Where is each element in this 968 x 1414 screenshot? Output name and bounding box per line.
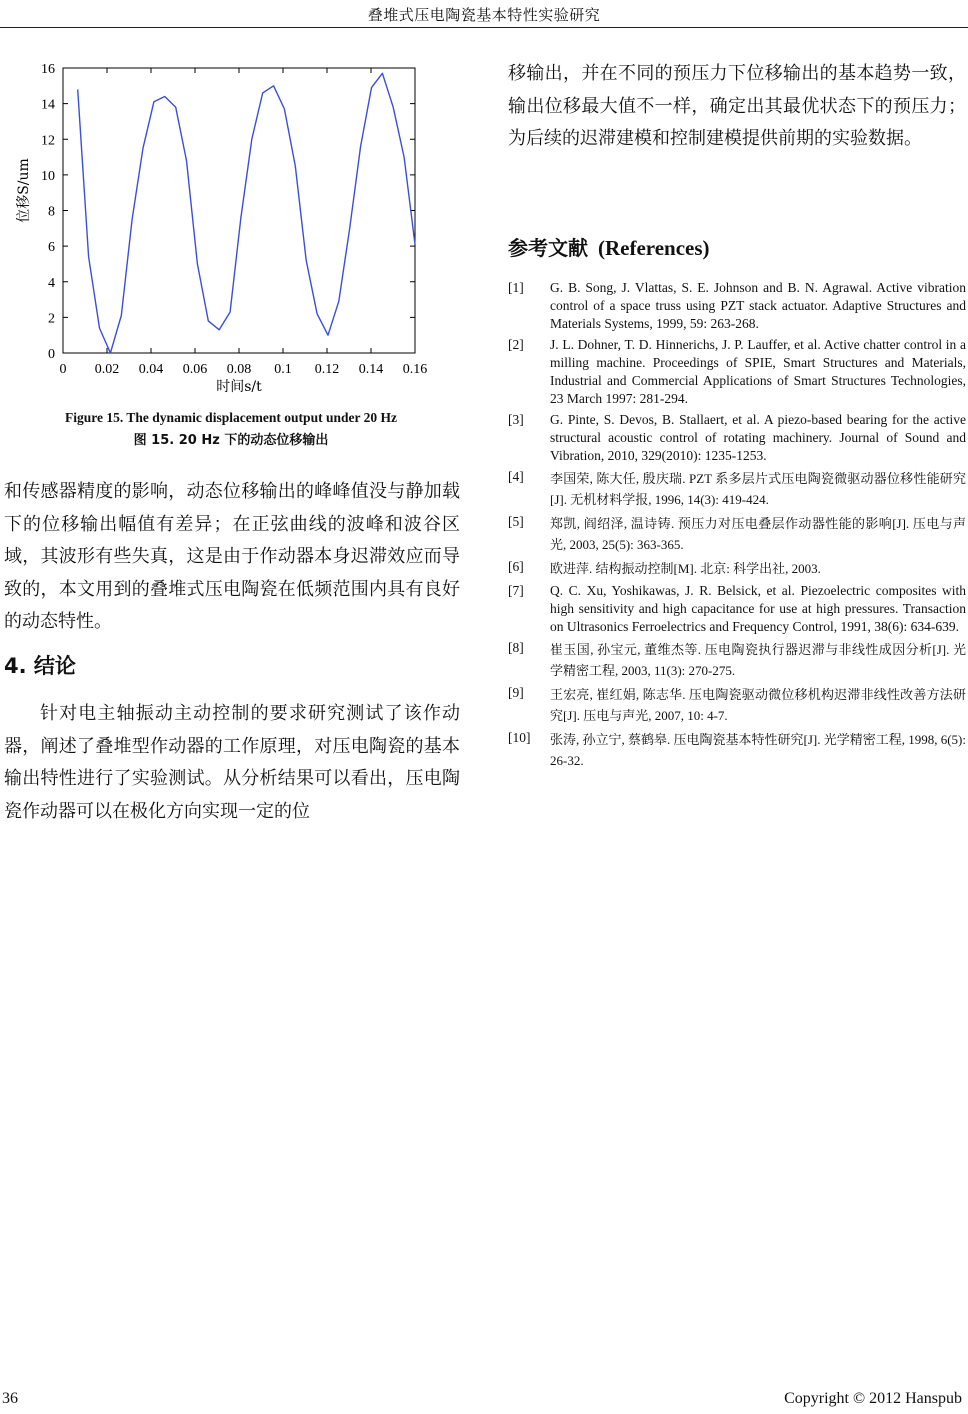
reference-item (508, 411, 966, 465)
reference-number: [1] (508, 280, 524, 295)
reference-number: [8] (508, 640, 524, 655)
y-tick-label: 12 (41, 133, 55, 149)
reference-number: [5] (508, 514, 524, 529)
reference-number: [2] (508, 337, 524, 352)
reference-number: [10] (508, 730, 531, 745)
x-tick-label: 0.16 (402, 362, 428, 377)
reference-text: 张涛, 孙立宁, 蔡鹤皋. 压电陶瓷基本特性研究[J]. 光学精密工程, 1998, 6(5): 26-32. (550, 732, 966, 768)
x-tick-label: 0.06 (182, 362, 208, 377)
reference-number: [7] (508, 583, 524, 598)
y-tick-label: 14 (41, 97, 55, 113)
reference-number: [6] (508, 559, 524, 574)
reference-item (508, 513, 966, 555)
reference-item (508, 558, 966, 579)
right-paragraph: 移输出，并在不同的预压力下位移输出的基本趋势一致，输出位移最大值不一样，确定出其最优状态下的预压力；为后续的迟滞建模和控制建模提供前期的实验数据。 (508, 63, 966, 149)
reference-number: [3] (508, 412, 524, 427)
displacement-chart (16, 54, 446, 404)
x-tick-label: 0 (59, 362, 67, 377)
reference-item (508, 582, 966, 636)
plot-frame (63, 68, 415, 353)
y-tick-label: 4 (48, 275, 55, 291)
reference-item (508, 336, 966, 408)
left-paragraph-1: 和传感器精度的影响，动态位移输出的峰峰值没与静加载下的位移输出幅值有差异；在正弦曲线的波峰和波谷区域，其波形有些失真，这是由于作动器本身迟滞效应而导致的，本文用到的叠堆式压电陶瓷在低频范围内具有良好的动态特性。 (4, 481, 460, 632)
figure-15 (16, 54, 446, 404)
running-head-title: 叠堆式压电陶瓷基本特性实验研究 (367, 6, 601, 24)
reference-list (508, 279, 966, 774)
page-number: 36 (2, 1390, 18, 1407)
reference-text: G. Pinte, S. Devos, B. Stallaert, et al. A piezo-based bearing for the active structural acoustic control of rotating machinery. Journal of Sound and Vibration, 2010, 329(2010): 1235-1253. (550, 412, 966, 463)
reference-item (508, 639, 966, 681)
header-rule (0, 27, 968, 28)
reference-text: 王宏亮, 崔红娟, 陈志华. 压电陶瓷驱动微位移机构迟滞非线性改善方法研究[J]. 压电与声光, 2007, 10: 4-7. (550, 687, 966, 723)
reference-text: 郑凯, 阎绍泽, 温诗铸. 预压力对压电叠层作动器性能的影响[J]. 压电与声光, 2003, 25(5): 363-365. (550, 516, 966, 552)
y-tick-label: 6 (48, 240, 55, 256)
reference-item (508, 279, 966, 333)
y-tick-label: 2 (48, 311, 55, 327)
reference-text: G. B. Song, J. Vlattas, S. E. Johnson and B. N. Agrawal. Active vibration control of a space truss using PZT stack actuator. Adaptive Structures and Materials Systems, 1999, 59: 263-268. (550, 280, 966, 331)
left-paragraph-2: 针对电主轴振动主动控制的要求研究测试了该作动器，阐述了叠堆型作动器的工作原理，对压电陶瓷的基本输出特性进行了实验测试。从分析结果可以看出，压电陶瓷作动器可以在极化方向实现一定的位 (4, 703, 460, 822)
section-heading-conclusion: 4. 结论 (4, 654, 76, 678)
reference-item (508, 684, 966, 726)
reference-item (508, 729, 966, 771)
references-heading-en: (References) (598, 236, 710, 260)
references-heading-zh: 参考文献 (508, 236, 588, 260)
x-tick-label: 0.14 (358, 362, 384, 377)
x-tick-label: 0.1 (274, 362, 292, 377)
reference-text: J. L. Dohner, T. D. Hinnerichs, J. P. Lauffer, et al. Active chatter control in a milling machine. Proceedings of SPIE, Smart Structures and Materials, Industrial and Commercial Applications of Smart Structures Technologies, 23 March 1997: 281-294. (550, 337, 966, 406)
copyright-notice: Copyright © 2012 Hanspub (784, 1390, 962, 1407)
x-tick-label: 0.02 (94, 362, 120, 377)
figure-caption-zh: 图 15. 20 Hz 下的动态位移输出 (133, 433, 329, 448)
reference-item (508, 468, 966, 510)
reference-text: 欧进萍. 结构振动控制[M]. 北京: 科学出社, 2003. (550, 561, 821, 576)
y-tick-label: 16 (41, 62, 55, 77)
reference-text: 李国荣, 陈大任, 殷庆瑞. PZT 系多层片式压电陶瓷微驱动器位移性能研究[J]. 无机材料学报, 1996, 14(3): 419-424. (550, 471, 966, 507)
y-tick-label: 0 (48, 347, 55, 362)
x-tick-label: 0.08 (226, 362, 252, 377)
figure-caption-en: Figure 15. The dynamic displacement output under 20 Hz (65, 410, 397, 425)
reference-text: Q. C. Xu, Yoshikawas, J. R. Belsick, et al. Piezoelectric composites with high sensitivity and high capacitance for use at high pressures. Transaction on Ultrasonics Ferroelectrics and Frequency Control, 1991, 38(6): 634-639. (550, 583, 966, 634)
y-tick-label: 10 (41, 168, 55, 184)
x-tick-label: 0.12 (314, 362, 340, 377)
x-tick-label: 0.04 (138, 362, 164, 377)
x-axis-label: 时间s/t (216, 379, 262, 395)
reference-number: [4] (508, 469, 524, 484)
references-heading (508, 232, 710, 261)
reference-text: 崔玉国, 孙宝元, 董维杰等. 压电陶瓷执行器迟滞与非线性成因分析[J]. 光学精密工程, 2003, 11(3): 270-275. (550, 642, 966, 678)
y-axis-label: 位移S/um (16, 158, 32, 223)
y-tick-label: 8 (48, 204, 55, 220)
reference-number: [9] (508, 685, 524, 700)
series-line-displacement (78, 73, 415, 353)
